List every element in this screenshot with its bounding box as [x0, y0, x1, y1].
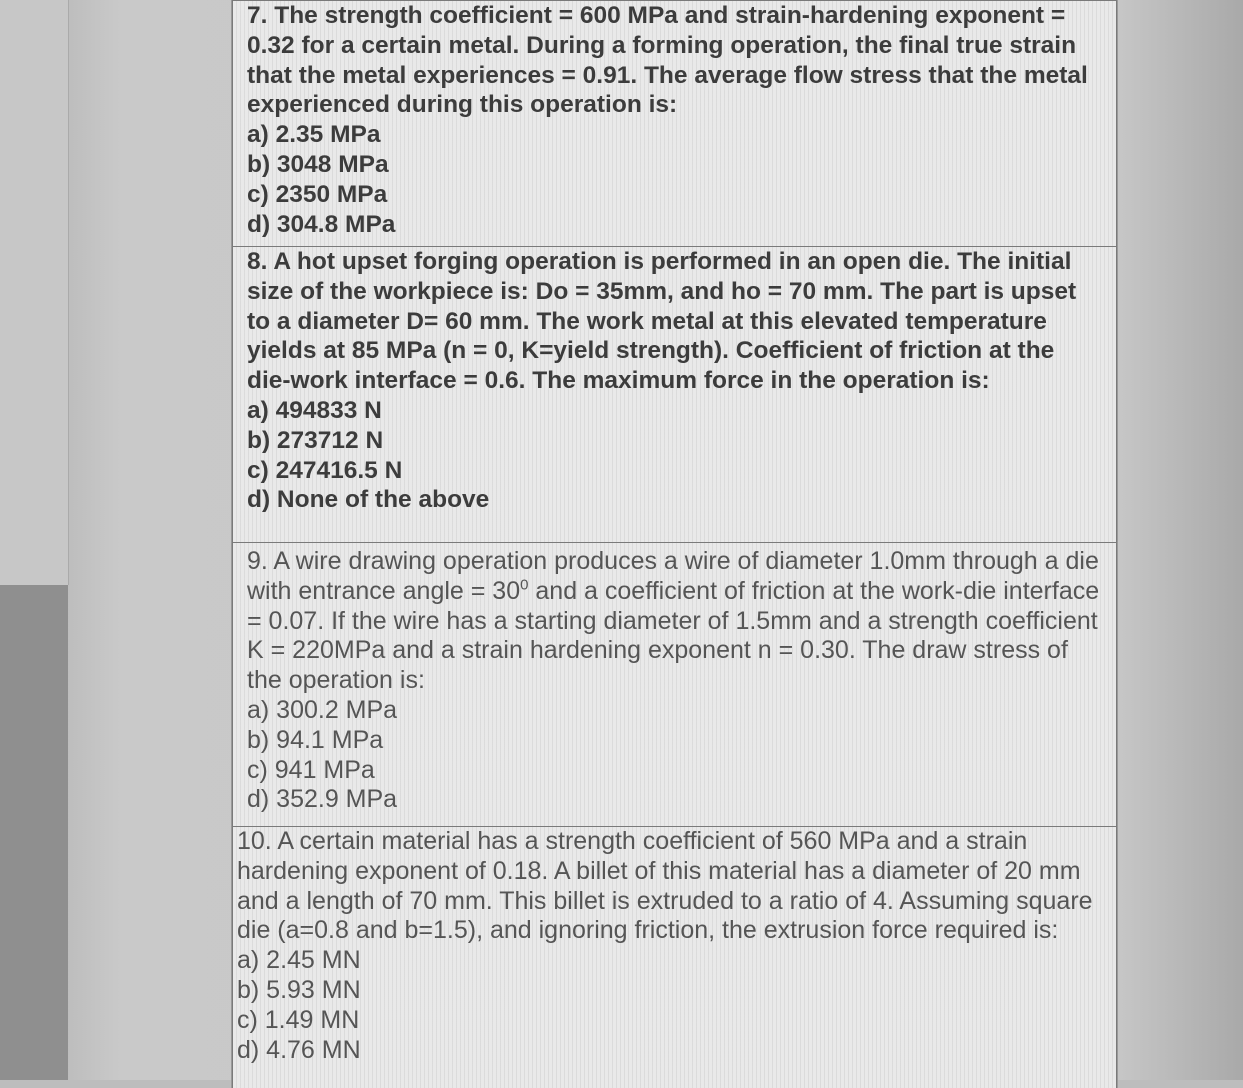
- question-9-option-c[interactable]: c) 941 MPa: [247, 755, 375, 784]
- left-panel: [0, 0, 69, 585]
- question-7: [232, 0, 1117, 246]
- question-7-option-c[interactable]: c) 2350 MPa: [247, 180, 388, 208]
- document-page: [232, 0, 1117, 1088]
- question-10-option-b[interactable]: b) 5.93 MN: [237, 975, 361, 1004]
- question-8-option-d[interactable]: d) None of the above: [247, 486, 490, 514]
- question-9-option-d[interactable]: d) 352.9 MPa: [247, 785, 398, 814]
- left-panel-shadow: [0, 585, 68, 1080]
- question-7-option-a[interactable]: a) 2.35 MPa: [247, 121, 381, 149]
- question-8-stem: 8. A hot upset forging operation is performed in an open die. The initial size of the workpiece is: Do = 35mm, and ho = 70 mm. The part is upset to a diameter D= 60 mm. The work metal at this elevated temperature yields at 85 MPa (n = 0, K=yield strength). Coefficient of friction at the die-work interface = 0.6. The maximum force in the operation is:: [247, 248, 1077, 395]
- question-9-option-a[interactable]: a) 300.2 MPa: [247, 695, 398, 724]
- question-8-option-c[interactable]: c) 247416.5 N: [247, 456, 403, 484]
- degree-superscript: 0: [520, 576, 529, 594]
- question-9-stem: [247, 547, 1102, 696]
- question-8-option-a[interactable]: a) 494833 N: [247, 396, 382, 424]
- question-10: [232, 826, 1117, 1088]
- question-8: [232, 246, 1117, 542]
- question-7-option-d[interactable]: d) 304.8 MPa: [247, 210, 396, 238]
- question-9-stem-part-2: and a coefficient of friction at the work-die interface = 0.07. If the wire has a starting diameter of 1.5mm and a strength coefficient K = 220MPa and a strain hardening exponent n = 0.30. The draw stress of the operation is:: [247, 576, 1100, 695]
- question-10-stem: 10. A certain material has a strength coefficient of 560 MPa and a strain hardening exponent of 0.18. A billet of this material has a diameter of 20 mm and a length of 70 mm. This billet is extruded to a ratio of 4. Assuming square die (a=0.8 and b=1.5), and ignoring friction, the extrusion force required is:: [237, 827, 1093, 945]
- question-7-option-b[interactable]: b) 3048 MPa: [247, 150, 389, 178]
- question-10-option-a[interactable]: a) 2.45 MN: [237, 946, 361, 975]
- question-9-stem-part-1: 9. A wire drawing operation produces a wire of diameter 1.0mm through a die with entrance angle = 30: [247, 547, 1099, 605]
- question-8-option-b[interactable]: b) 273712 N: [247, 426, 384, 454]
- question-7-stem: 7. The strength coefficient = 600 MPa and strain-hardening exponent = 0.32 for a certain metal. During a forming operation, the final true strain that the metal experiences = 0.91. The average flow stress that the metal experienced during this operation is:: [247, 2, 1088, 119]
- question-9-option-b[interactable]: b) 94.1 MPa: [247, 725, 384, 754]
- question-10-option-c[interactable]: c) 1.49 MN: [237, 1005, 360, 1034]
- question-9: [232, 542, 1117, 826]
- question-10-option-d[interactable]: d) 4.76 MN: [237, 1035, 361, 1064]
